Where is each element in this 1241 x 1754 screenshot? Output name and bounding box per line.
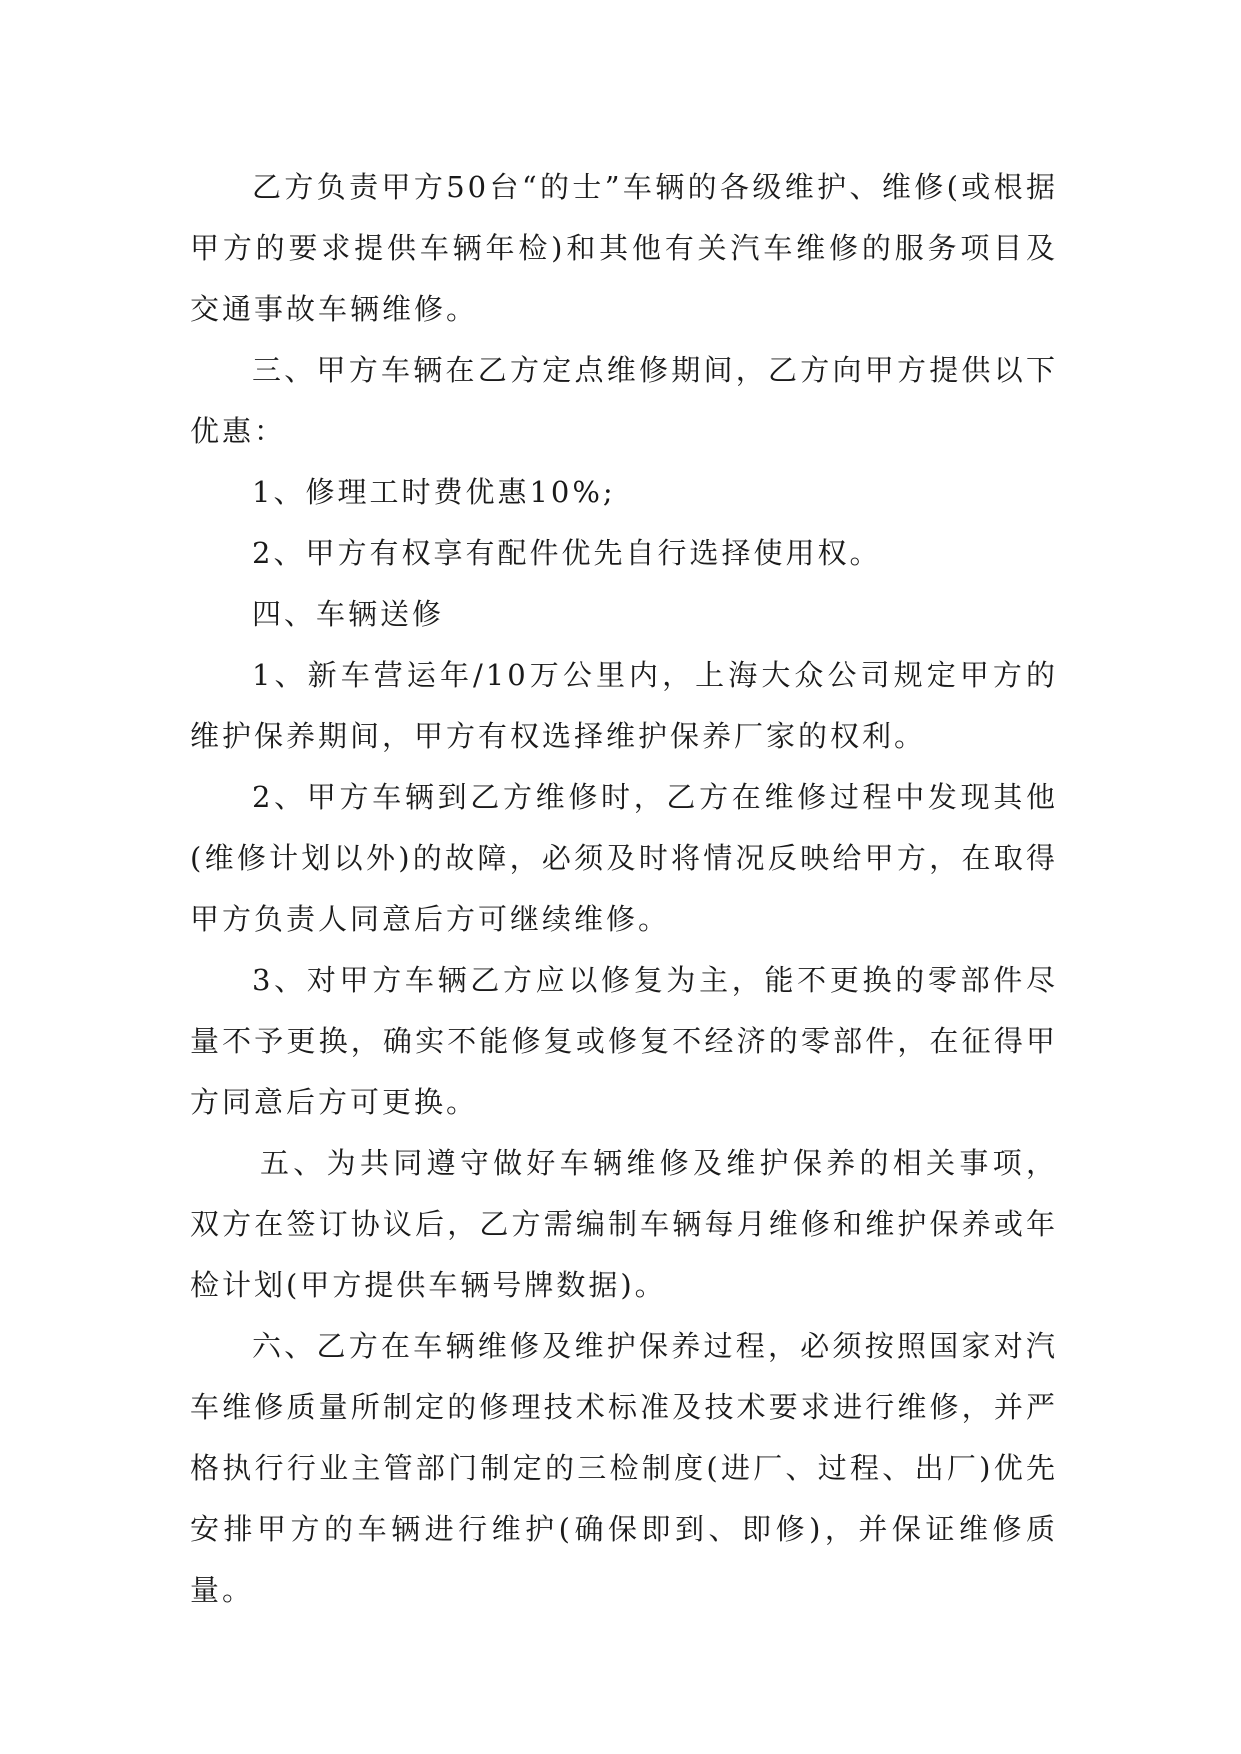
paragraph-discount-item-1: 1、修理工时费优惠10%; xyxy=(252,475,616,509)
paragraph-repair-item-1: 1、新车营运年/10万公里内，上海大众公司规定甲方的维护保养期间，甲方有权选择维护保养厂家的权利。 xyxy=(190,658,1058,753)
paragraph-repair-item-3: 3、对甲方车辆乙方应以修复为主，能不更换的零部件尽量不予更换，确实不能修复或修复不经济的零部件，在征得甲方同意后方可更换。 xyxy=(190,963,1058,1119)
paragraph-service-scope: 乙方负责甲方50台“的士”车辆的各级维护、维修(或根据甲方的要求提供车辆年检)和其他有关汽车维修的服务项目及交通事故车辆维修。 xyxy=(190,170,1058,326)
paragraph-section-six: 六、乙方在车辆维修及维护保养过程，必须按照国家对汽车维修质量所制定的修理技术标准及技术要求进行维修，并严格执行行业主管部门制定的三检制度(进厂、过程、出厂)优先安排甲方的车辆进行维护(确保即到、即修)，并保证维修质量。 xyxy=(190,1329,1058,1607)
paragraph-discount-item-2: 2、甲方有权享有配件优先自行选择使用权。 xyxy=(252,536,882,570)
paragraph-section-five: 五、为共同遵守做好车辆维修及维护保养的相关事项，双方在签订协议后，乙方需编制车辆每月维修和维护保养或年检计划(甲方提供车辆号牌数据)。 xyxy=(190,1146,1058,1302)
document-body xyxy=(190,157,1058,1621)
paragraph-repair-item-2: 2、甲方车辆到乙方维修时，乙方在维修过程中发现其他(维修计划以外)的故障，必须及时将情况反映给甲方，在取得甲方负责人同意后方可继续维修。 xyxy=(190,780,1058,936)
paragraph-section-three-heading: 三、甲方车辆在乙方定点维修期间，乙方向甲方提供以下优惠： xyxy=(190,353,1058,448)
paragraph-section-four-heading: 四、车辆送修 xyxy=(252,597,445,631)
